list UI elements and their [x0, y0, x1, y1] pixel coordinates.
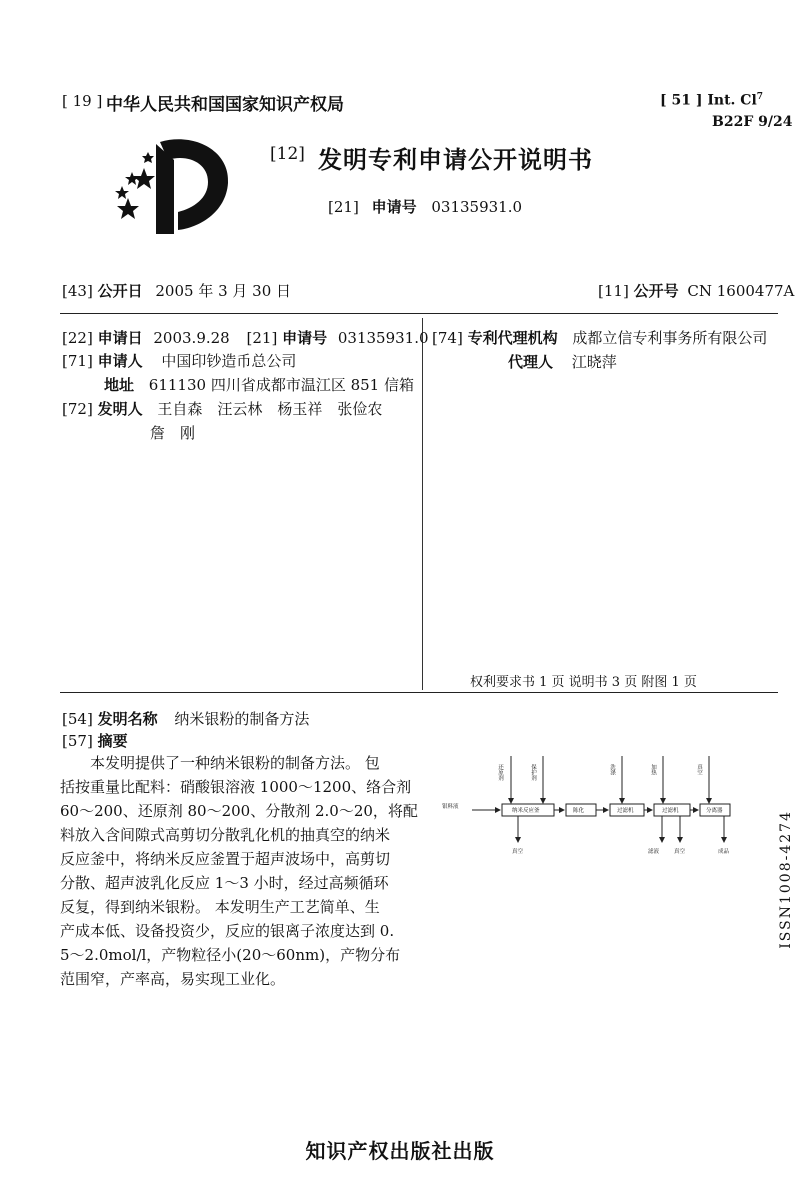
filing-date: 2003.9.28	[153, 329, 230, 347]
code-22: [22]	[62, 329, 93, 347]
classification: B22F 9/24	[712, 114, 793, 130]
int-cl-label: Int. Cl	[707, 92, 757, 109]
address-row	[104, 374, 414, 395]
agent: 江晓萍	[571, 353, 617, 371]
address: 611130 四川省成都市温江区 851 信箱	[148, 376, 414, 394]
feed-label-protectant: 保护剂	[530, 764, 536, 781]
publisher-footer: 知识产权出版社出版	[305, 1139, 495, 1163]
inventors-line1: 王自森 汪云林 杨玉祥 张俭农	[157, 400, 383, 418]
pub-date: 2005 年 3 月 30 日	[155, 282, 292, 300]
box-filter-1: 过滤机	[617, 808, 634, 814]
inventor-label: 发明人	[97, 400, 143, 418]
abstract-heading	[62, 730, 128, 751]
abstract-line: 本发明提供了一种纳米银粉的制备方法。 包	[60, 754, 380, 772]
output-filtrate: 滤液	[648, 849, 660, 855]
abstract-line: 反复，得到纳米银粉。 本发明生产工艺简单、生	[60, 898, 380, 916]
applicant-row	[62, 350, 296, 371]
sipo-emblem-icon	[98, 128, 238, 240]
document-type: 发明专利申请公开说明书	[318, 145, 593, 174]
abstract-line: 60～200、还原剂 80～200、分散剂 2.0～20，将配	[60, 802, 418, 820]
issn-side-code: ISSN1008-4274	[778, 810, 794, 949]
abstract-line: 反应釜中，将纳米反应釜置于超声波场中，高剪切	[60, 850, 391, 868]
code-71: [71]	[62, 352, 93, 370]
int-cl	[660, 92, 763, 109]
box-reactor: 纳米反应釜	[512, 808, 540, 814]
abstract-line: 范围窄，产率高，易实现工业化。	[60, 970, 286, 988]
pub-no: CN 1600477A	[687, 282, 795, 300]
code-19: [ 19 ]	[62, 92, 103, 110]
abstract-line: 产成本低、设备投资少，反应的银离子浓度达到 0.	[60, 922, 395, 940]
publication-date	[62, 280, 291, 301]
appno-label: 申请号	[282, 329, 328, 347]
input-label: 银料液	[442, 804, 459, 810]
box-filter-2: 过滤机	[662, 808, 679, 814]
agency: 成都立信专利事务所有限公司	[572, 329, 768, 347]
code-21: [21]	[246, 329, 278, 347]
middle-divider	[60, 692, 778, 693]
feed-label-vacuum: 真空	[696, 764, 702, 775]
code-72: [72]	[62, 400, 93, 418]
applicant: 中国印钞造币总公司	[161, 352, 297, 370]
top-divider	[60, 313, 778, 314]
publication-number	[598, 280, 794, 301]
box-aging: 陈化	[573, 808, 585, 814]
applicant-label: 申请人	[97, 352, 143, 370]
abstract-line: 料放入含间隙式高剪切分散乳化机的抽真空的纳米	[60, 826, 391, 844]
code-74: [74]	[432, 329, 463, 347]
pub-no-label: 公开号	[633, 282, 679, 300]
abstract-line: 5～2.0mol/l，产物粒径小(20～60nm)，产物分布	[60, 946, 401, 964]
invention-title-row	[62, 708, 309, 729]
filing-row	[62, 327, 429, 348]
code-43: [43]	[62, 282, 93, 300]
code-54: [54]	[62, 710, 93, 728]
column-divider	[422, 318, 423, 690]
output-product: 成品	[718, 849, 730, 855]
int-cl-edition: 7	[756, 92, 764, 102]
abstract-label: 摘要	[97, 732, 128, 750]
process-flow-diagram	[440, 752, 760, 860]
code-51: [ 51 ]	[660, 92, 703, 109]
box-separator: 分离器	[706, 808, 723, 814]
abstract-line: 分散、超声波乳化反应 1～3 小时，经过高频循环	[60, 874, 389, 892]
application-number-block	[328, 196, 522, 217]
filing-label: 申请日	[97, 329, 143, 347]
inventors-line2: 詹 刚	[150, 424, 196, 442]
feed-label-washing: 洗涤	[609, 764, 615, 775]
code-57: [57]	[62, 732, 93, 750]
code-21-header: [21]	[328, 198, 359, 216]
feed-label-reductant: 还原剂	[497, 764, 503, 781]
issuing-office: 中华人民共和国国家知识产权局	[106, 95, 344, 115]
output-vacuum-2: 真空	[674, 849, 686, 855]
feed-label-heating: 加热	[650, 764, 656, 775]
abstract-line: 括按重量比配料：硝酸银溶液 1000～1200、络合剂	[60, 778, 412, 796]
agency-row	[432, 327, 767, 348]
title-label: 发明名称	[97, 710, 158, 728]
page-counts: 权利要求书 1 页 说明书 3 页 附图 1 页	[470, 675, 697, 690]
agency-label: 专利代理机构	[467, 329, 558, 347]
output-vacuum: 真空	[512, 849, 524, 855]
app-no: 03135931.0	[431, 198, 523, 216]
code-12: [12]	[270, 144, 305, 164]
agent-label: 代理人	[508, 353, 554, 371]
agent-row	[508, 351, 617, 372]
appno: 03135931.0	[337, 329, 429, 347]
pub-date-label: 公开日	[97, 282, 143, 300]
invention-title: 纳米银粉的制备方法	[174, 710, 310, 728]
app-no-label: 申请号	[371, 198, 417, 216]
code-11: [11]	[598, 282, 629, 300]
address-label: 地址	[104, 376, 135, 394]
inventor-row	[62, 398, 382, 419]
